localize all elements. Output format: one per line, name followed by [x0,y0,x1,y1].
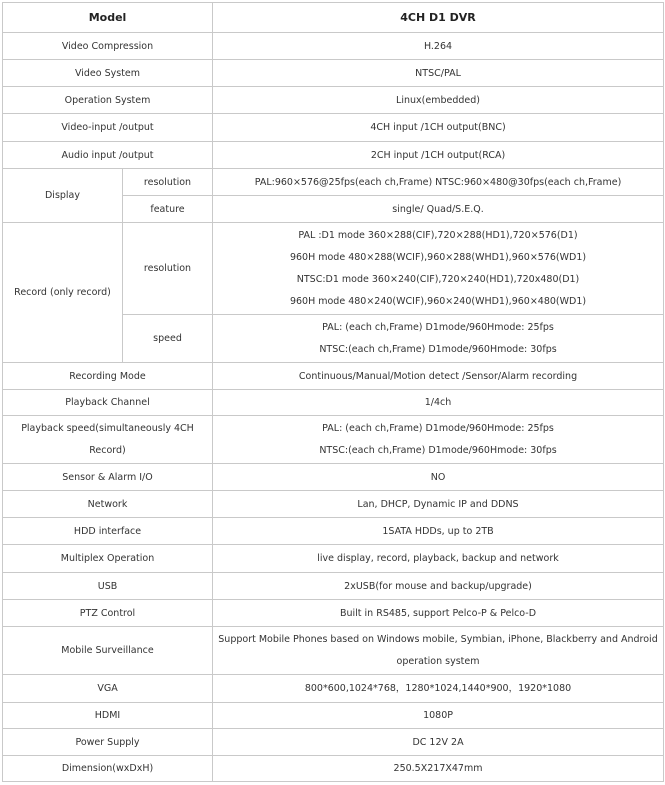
spec-value: DC 12V 2A [213,729,664,756]
spec-value: NTSC/PAL [213,60,664,87]
spec-row-multiplex [3,545,664,573]
playback-speed-line: PAL: (each ch,Frame) D1mode/960Hmode: 25fps [322,422,554,434]
spec-row-network [3,491,664,518]
spec-label: Video-input /output [3,114,213,142]
spec-row-sensor-alarm [3,464,664,491]
spec-value: Lan, DHCP, Dynamic IP and DDNS [213,491,664,518]
display-resolution-value: PAL:960×576@25fps(each ch,Frame) NTSC:960×480@30fps(each ch,Frame) [213,169,664,196]
spec-row-vga [3,675,664,703]
spec-value: 2xUSB(for mouse and backup/upgrade) [213,573,664,600]
spec-value: Built in RS485, support Pelco-P & Pelco-D [213,600,664,627]
mobile-value-line: Support Mobile Phones based on Windows mobile, Symbian, iPhone, Blackberry and Android [218,633,658,645]
spec-value: 250.5X217X47mm [213,756,664,782]
spec-value: Linux(embedded) [213,87,664,114]
spec-value: NO [213,464,664,491]
model-label: Model [3,3,213,33]
record-resolution-line: 960H mode 480×240(WCIF),960×240(WHD1),960×480(WD1) [289,295,587,307]
spec-row-audio-io [3,142,664,169]
record-resolution-line: PAL :D1 mode 360×288(CIF),720×288(HD1),720×576(D1) [298,229,578,241]
record-resolution-line: 960H mode 480×288(WCIF),960×288(WHD1),960×576(WD1) [289,251,587,263]
spec-row-video-system [3,60,664,87]
spec-row-display-resolution [3,169,664,196]
spec-row-ptz [3,600,664,627]
record-speed-line: NTSC:(each ch,Frame) D1mode/960Hmode: 30fps [319,343,557,355]
spec-value: Continuous/Manual/Motion detect /Sensor/Alarm recording [213,363,664,390]
playback-speed-label [3,416,213,464]
spec-label: VGA [3,675,213,703]
spec-value: 4CH input /1CH output(BNC) [213,114,664,142]
spec-value: 1/4ch [213,390,664,416]
display-label: Display [3,169,123,223]
spec-label: Recording Mode [3,363,213,390]
spec-value: 2CH input /1CH output(RCA) [213,142,664,169]
spec-row-mobile [3,627,664,675]
spec-row-hdmi [3,703,664,729]
playback-speed-label-line: Playback speed(simultaneously 4CH [21,422,194,434]
playback-speed-line: NTSC:(each ch,Frame) D1mode/960Hmode: 30fps [319,444,557,456]
mobile-value-line: operation system [396,655,480,667]
display-resolution-label: resolution [123,169,213,196]
display-feature-value: single/ Quad/S.E.Q. [213,196,664,223]
spec-value: 1080P [213,703,664,729]
spec-label: Playback Channel [3,390,213,416]
spec-label: Multiplex Operation [3,545,213,573]
spec-label: USB [3,573,213,600]
model-value: 4CH D1 DVR [213,3,664,33]
spec-label: HDMI [3,703,213,729]
spec-label: Video Compression [3,33,213,60]
spec-label: Operation System [3,87,213,114]
record-resolution-line: NTSC:D1 mode 360×240(CIF),720×240(HD1),720x480(D1) [296,273,580,285]
spec-row-playback-channel [3,390,664,416]
spec-row-usb [3,573,664,600]
spec-label: Dimension(wxDxH) [3,756,213,782]
spec-row-hdd [3,518,664,545]
spec-label: HDD interface [3,518,213,545]
spec-row-video-io [3,114,664,142]
header-row [3,3,664,33]
playback-speed-value [213,416,664,464]
record-speed-value [213,315,664,363]
spec-label: Network [3,491,213,518]
mobile-value [213,627,664,675]
spec-label: PTZ Control [3,600,213,627]
spec-row-video-compression [3,33,664,60]
spec-table [2,2,664,782]
spec-label: Audio input /output [3,142,213,169]
spec-label: Sensor & Alarm I/O [3,464,213,491]
spec-row-dimension [3,756,664,782]
spec-row-playback-speed [3,416,664,464]
spec-row-operation-system [3,87,664,114]
spec-row-record-resolution [3,223,664,315]
spec-row-recording-mode [3,363,664,390]
spec-value: live display, record, playback, backup and network [213,545,664,573]
record-speed-label: speed [123,315,213,363]
spec-value: H.264 [213,33,664,60]
spec-label: Video System [3,60,213,87]
spec-row-power [3,729,664,756]
spec-value: 800*600,1024*768，1280*1024,1440*900，1920*1080 [213,675,664,703]
display-feature-label: feature [123,196,213,223]
record-label: Record (only record) [3,223,123,363]
playback-speed-label-line: Record) [89,444,126,456]
spec-value: 1SATA HDDs, up to 2TB [213,518,664,545]
mobile-label: Mobile Surveillance [3,627,213,675]
record-resolution-value [213,223,664,315]
spec-label: Power Supply [3,729,213,756]
record-resolution-label: resolution [123,223,213,315]
record-speed-line: PAL: (each ch,Frame) D1mode/960Hmode: 25fps [322,321,554,333]
